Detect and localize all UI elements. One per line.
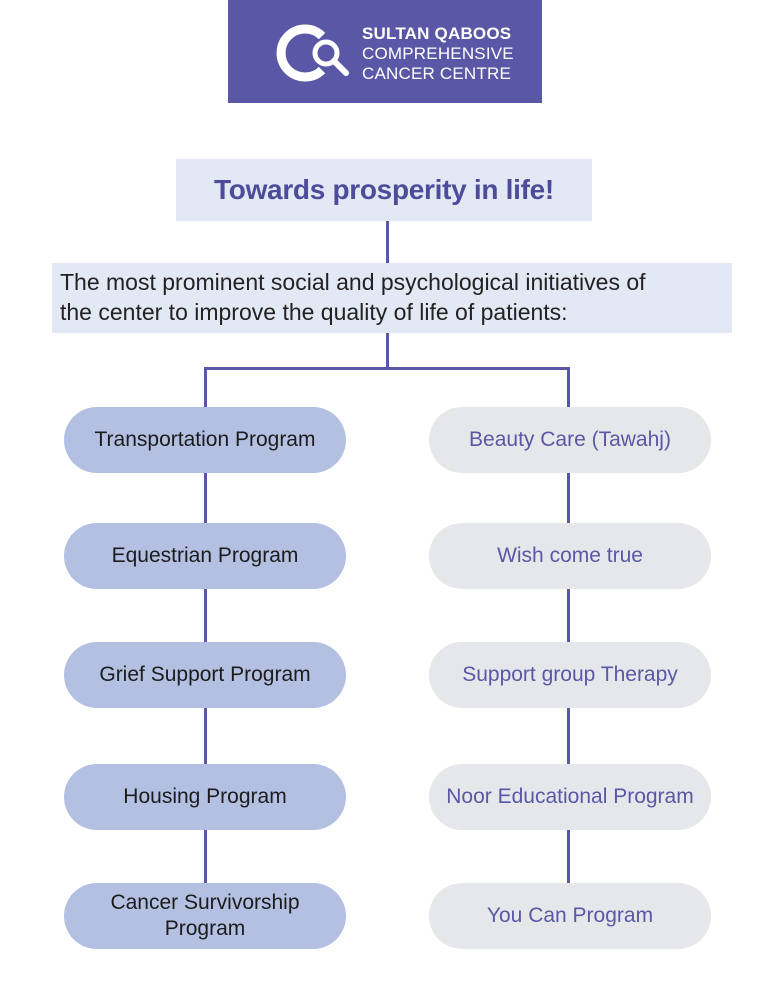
connector-branch-horizontal	[204, 367, 570, 370]
program-grief-support: Grief Support Program	[64, 642, 346, 708]
logo-c-magnifier-icon	[274, 20, 356, 86]
logo-text-line-2: COMPREHENSIVE	[362, 44, 514, 63]
initiatives-subtitle	[52, 263, 732, 333]
program-beauty-care: Beauty Care (Tawahj)	[429, 407, 711, 473]
connector-title-subtitle	[386, 221, 389, 263]
subtitle-line-1: The most prominent social and psychological initiatives of	[60, 269, 646, 295]
program-support-group-therapy: Support group Therapy	[429, 642, 711, 708]
program-cancer-survivorship	[64, 883, 346, 949]
program-equestrian: Equestrian Program	[64, 523, 346, 589]
diagram-title: Towards prosperity in life!	[176, 159, 592, 221]
program-noor-educational: Noor Educational Program	[429, 764, 711, 830]
program-you-can: You Can Program	[429, 883, 711, 949]
connector-subtitle-branch	[386, 333, 389, 368]
logo-banner	[228, 0, 542, 103]
subtitle-line-2: the center to improve the quality of life of patients:	[60, 299, 568, 325]
logo-text-line-3: CANCER CENTRE	[362, 64, 512, 83]
program-housing: Housing Program	[64, 764, 346, 830]
program-transportation: Transportation Program	[64, 407, 346, 473]
logo-text-line-1: SULTAN QABOOS	[362, 24, 512, 43]
program-wish-come-true: Wish come true	[429, 523, 711, 589]
program-cancer-survivorship-label: Cancer Survivorship Program	[110, 891, 300, 940]
